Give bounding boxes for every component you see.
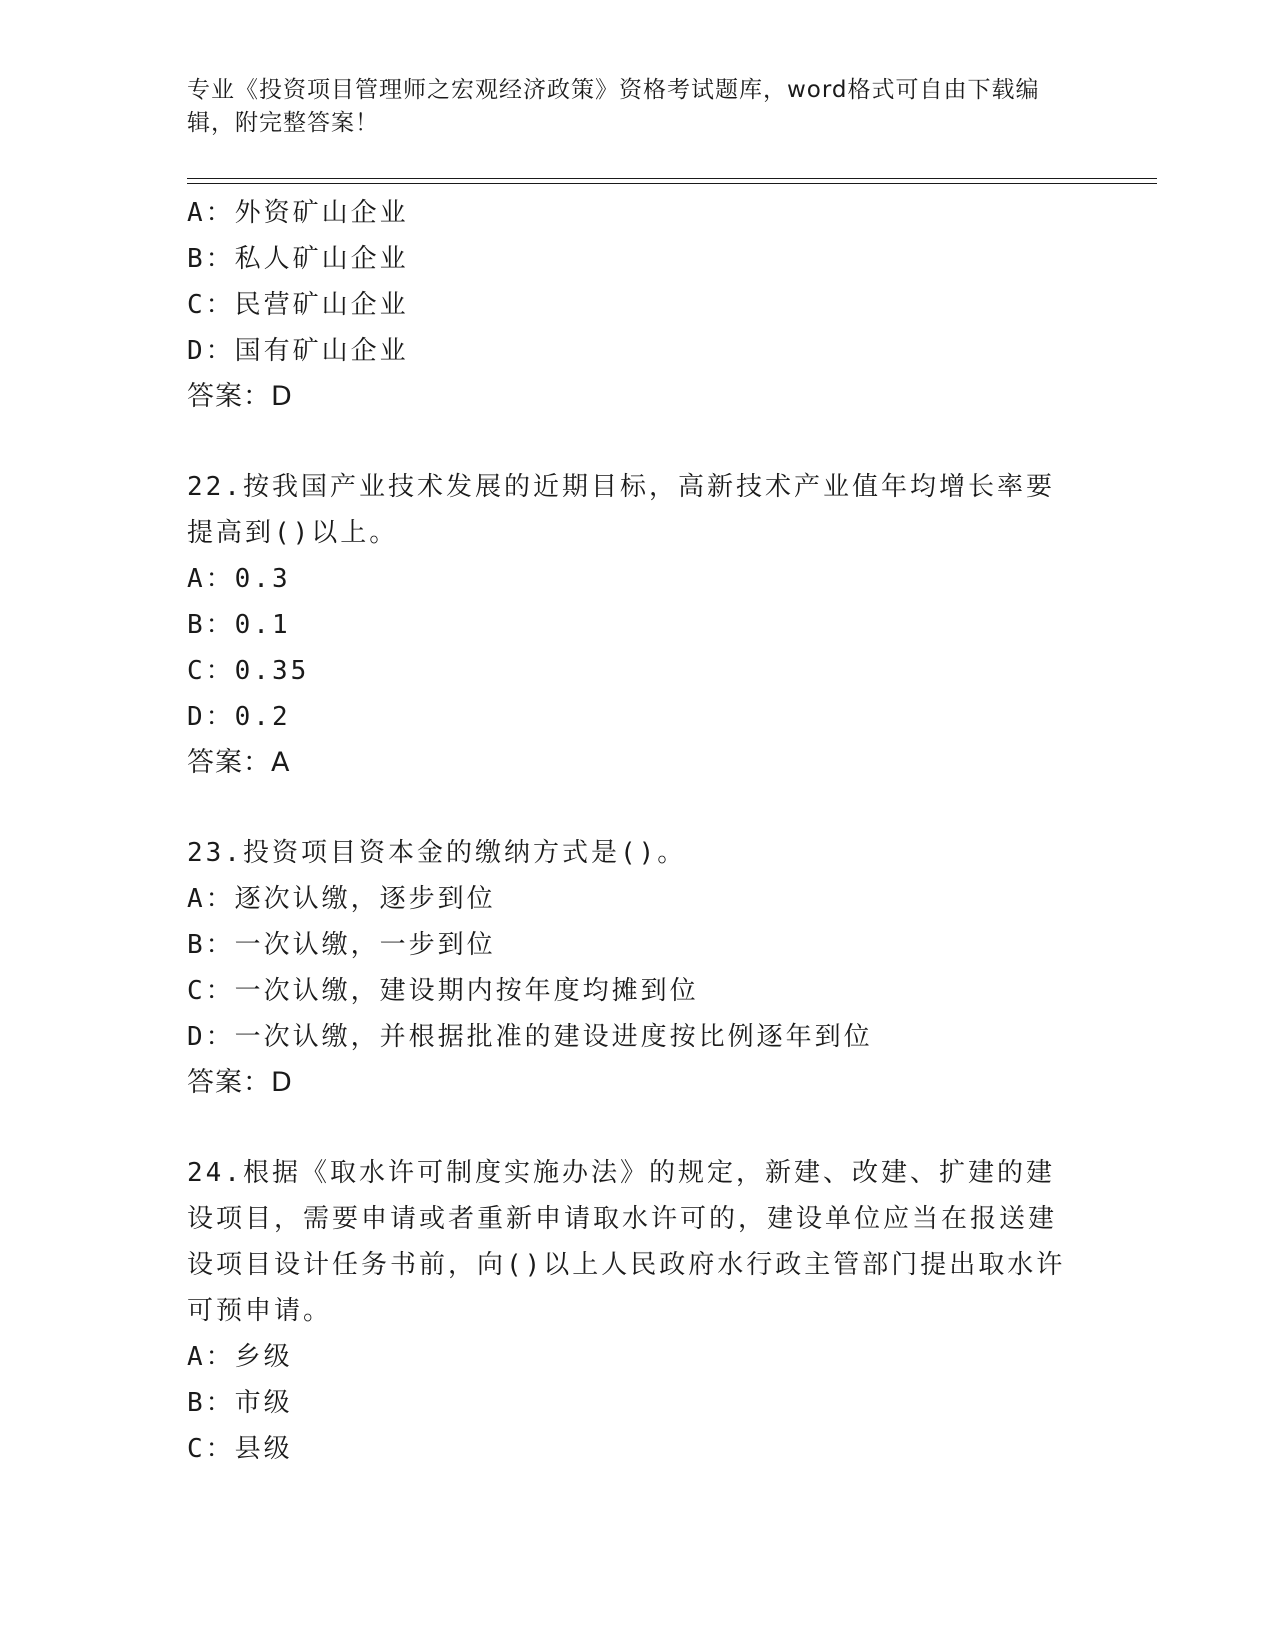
answer-label: 答案：A — [187, 747, 291, 778]
option-d: D：一次认缴，并根据批准的建设进度按比例逐年到位 — [187, 1022, 873, 1052]
option-c: C：0.35 — [187, 656, 310, 686]
question-text: 23.投资项目资本金的缴纳方式是()。 — [187, 838, 687, 868]
document-header: 专业《投资项目管理师之宏观经济政策》资格考试题库，word格式可自由下载编辑，附完整答案！ — [187, 77, 1040, 136]
option-a: A：0.3 — [187, 564, 291, 594]
document-page — [187, 0, 1157, 1650]
option-c: C：民营矿山企业 — [187, 290, 409, 320]
question-23 — [187, 830, 1067, 1106]
question-21 — [187, 190, 1067, 420]
option-a: A：外资矿山企业 — [187, 198, 409, 228]
question-text: 24.根据《取水许可制度实施办法》的规定，新建、改建、扩建的建设项目，需要申请或者重新申请取水许可的，建设单位应当在报送建设项目设计任务书前，向()以上人民政府水行政主管部门提出取水许可预申请。 — [187, 1158, 1066, 1326]
option-b: B：0.1 — [187, 610, 291, 640]
header-divider — [187, 178, 1157, 184]
answer-label: 答案：D — [187, 1067, 293, 1098]
answer-label: 答案：D — [187, 381, 293, 412]
question-text: 22.按我国产业技术发展的近期目标，高新技术产业值年均增长率要提高到()以上。 — [187, 472, 1055, 548]
option-a: A：乡级 — [187, 1342, 293, 1372]
option-d: D：0.2 — [187, 702, 291, 732]
question-list — [187, 190, 1067, 1472]
option-b: B：私人矿山企业 — [187, 244, 409, 274]
option-a: A：逐次认缴，逐步到位 — [187, 884, 496, 914]
option-c: C：一次认缴，建设期内按年度均摊到位 — [187, 976, 699, 1006]
question-24 — [187, 1150, 1067, 1472]
option-d: D：国有矿山企业 — [187, 336, 409, 366]
option-b: B：一次认缴，一步到位 — [187, 930, 496, 960]
option-b: B：市级 — [187, 1388, 293, 1418]
option-c: C：县级 — [187, 1434, 293, 1464]
question-22 — [187, 464, 1067, 786]
